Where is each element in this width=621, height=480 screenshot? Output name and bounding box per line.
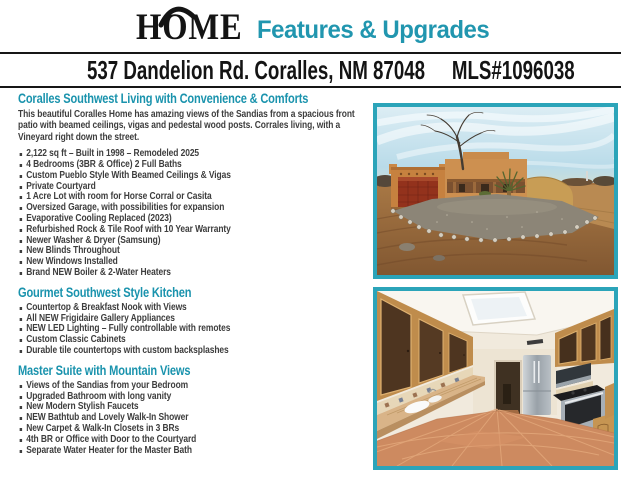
section-heading: Coralles Southwest Living with Convenience & Comforts — [18, 91, 309, 106]
feature-bullet: All NEW Frigidaire Gallery Appliances — [18, 314, 372, 325]
exterior-illustration — [377, 107, 614, 275]
feature-bullet: Countertop & Breakfast Nook with Views — [18, 303, 372, 314]
sections — [18, 92, 378, 463]
feature-bullet: 1 Acre Lot with room for Horse Corral or Casita — [18, 192, 372, 203]
bottom-divider — [0, 86, 621, 88]
feature-bullet: NEW LED Lighting – Fully controllable with remotes — [18, 324, 372, 335]
feature-bullet: Oversized Garage, with possibilities for expansion — [18, 203, 372, 214]
feature-bullet: Newer Washer & Dryer (Samsung) — [18, 236, 372, 247]
feature-bullet: Refurbished Rock & Tile Roof with 10 Year Warranty — [18, 225, 372, 236]
feature-bullet: 4 Bedrooms (3BR & Office) 2 Full Baths — [18, 160, 372, 171]
feature-bullet: Durable tile countertops with custom backsplashes — [18, 346, 372, 357]
section-paragraph: This beautiful Coralles Home has amazing views of the Sandias from a spacious front patio with beamed ceilings, vigas and pedestal wood posts. Corrales living, with a Vineyard right down the street. — [18, 109, 355, 143]
address-bar — [86, 55, 575, 86]
feature-list — [18, 381, 372, 457]
feature-bullet: New Blinds Throughout — [18, 246, 372, 257]
feature-list — [18, 149, 372, 279]
feature-bullet: New Windows Installed — [18, 257, 372, 268]
feature-bullet: 4th BR or Office with Door to the Courtyard — [18, 435, 372, 446]
feature-section — [18, 92, 372, 279]
feature-bullet: New Modern Stylish Faucets — [18, 402, 372, 413]
feature-bullet: New Carpet & Walk-In Closets in 3 BRs — [18, 424, 372, 435]
top-divider — [0, 52, 621, 54]
feature-bullet: 2,122 sq ft – Built in 1998 – Remodeled 2025 — [18, 149, 372, 160]
mls-number: MLS#1096038 — [451, 55, 575, 85]
exterior-front-photo — [373, 103, 618, 279]
feature-bullet: Custom Pueblo Style With Beamed Ceilings & Vigas — [18, 171, 372, 182]
property-address: 537 Dandelion Rd. Coralles, NM 87048 — [86, 55, 426, 85]
feature-bullet: Views of the Sandias from your Bedroom — [18, 381, 372, 392]
page-title: Features & Upgrades — [257, 16, 490, 44]
section-heading: Master Suite with Mountain Views — [18, 362, 191, 378]
feature-bullet: Separate Water Heater for the Master Bath — [18, 446, 372, 457]
feature-bullet: Brand NEW Boiler & 2-Water Heaters — [18, 268, 372, 279]
feature-section — [18, 364, 372, 457]
feature-bullet: NEW Bathtub and Lovely Walk-In Shower — [18, 413, 372, 424]
feature-bullet: Upgraded Bathroom with long vanity — [18, 392, 372, 403]
feature-section — [18, 286, 372, 357]
feature-bullet: Custom Classic Cabinets — [18, 335, 372, 346]
kitchen-illustration — [377, 291, 614, 466]
home-logo: HOME — [136, 7, 243, 48]
section-heading: Gourmet Southwest Style Kitchen — [18, 284, 192, 300]
feature-bullet: Evaporative Cooling Replaced (2023) — [18, 214, 372, 225]
logo-swoosh-icon — [158, 2, 202, 28]
kitchen-photo — [373, 287, 618, 470]
feature-bullet: Private Courtyard — [18, 182, 372, 193]
feature-list — [18, 303, 372, 357]
